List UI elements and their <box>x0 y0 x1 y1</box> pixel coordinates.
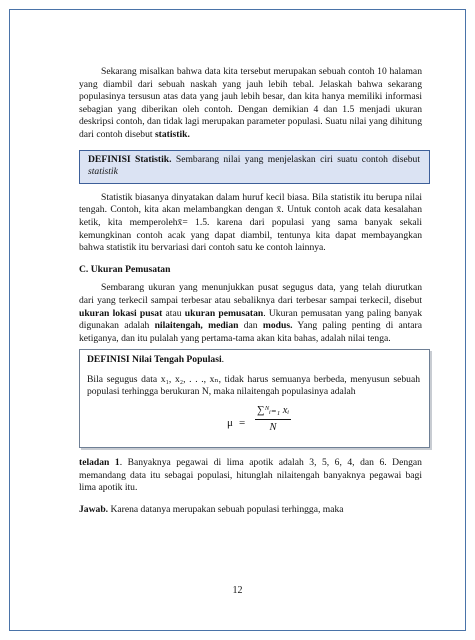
paragraph-1-bold: statistik. <box>154 128 190 140</box>
page-number: 12 <box>232 585 243 596</box>
p3-b1: ukuran lokasi pusat <box>79 307 163 319</box>
paragraph-1 <box>79 66 422 142</box>
section-heading-c: C. Ukuran Pemusatan <box>79 263 171 275</box>
definition-nilai-tengah-box <box>79 349 430 448</box>
p3-t2: atau <box>165 307 182 319</box>
paragraph-3 <box>79 282 422 345</box>
formula-denominator: N <box>269 421 277 433</box>
answer-paragraph <box>79 504 422 517</box>
formula-equals: = <box>239 417 246 430</box>
p3-t3: . Ukuran pemusatan yang paling banyak digunakan adalah <box>79 307 422 332</box>
paragraph-2: Statistik biasanya dinyatakan dalam huruf kecil biasa. Bila statistik itu berupa nilai tengah. Contoh, kita akan melambangkan dengan x̄. Untuk contoh acak data kesalahan ketik, kita memperolehx̄= 1.5. karena dari populasi yang sama banyak sekali kemungkinan contoh acak yang dapat diambil, tentunya kita dapat membayangkan bahwa statistik itu bervariasi dari contoh satu ke contoh lainnya. <box>79 191 422 254</box>
answer-text: Karena datanya merupakan sebuah populasi terhingga, maka <box>110 503 344 515</box>
definition-italic: statistik <box>88 166 118 178</box>
formula-mu: μ <box>227 417 233 430</box>
example-text: . Banyaknya pegawai di lima apotik adalah 3, 5, 6, 4, dan 6. Dengan memandang data itu sebagai populasi, hitunglah nilaitengah banyaknya pegawai bagi lima apotik itu. <box>79 457 422 494</box>
p3-b3: nilaitengah, median <box>154 320 239 332</box>
p3-t1: Sembarang ukuran yang menunjukkan pusat segugus data, yang telah diurutkan dari yang terkecil sampai terbesar atau sebaliknya dari terbesar sampai terkecil, disebut <box>79 282 422 306</box>
formula-fraction <box>255 405 291 434</box>
example-paragraph <box>79 457 422 495</box>
p3-b4: modus. <box>262 320 293 332</box>
p3-t4: dan <box>243 320 258 332</box>
mean-formula <box>87 403 420 441</box>
p3-b2: ukuran pemusatan <box>184 307 264 319</box>
definition-text: Sembarang nilai yang menjelaskan ciri suatu contoh disebut <box>175 153 420 165</box>
page-content <box>79 66 422 516</box>
definition-2-title-end: . <box>221 354 225 366</box>
p3-t5: Yang paling penting di antara ketiganya, dan itu pulalah yang pertama-tama akan kita bahas, adalah nilai tenga. <box>79 320 422 344</box>
answer-label: Jawab. <box>79 503 109 515</box>
definition-2-text: Bila segugus data x₁, x₂, . . ., xₙ, tidak harus semuanya berbeda, menyusun sebuah populasi terhingga berukuran N, maka nilaitengah populasinya adalah <box>87 373 420 398</box>
paragraph-1-text: Sekarang misalkan bahwa data kita tersebut merupakan sebuah contoh 10 halaman yang diambil dari sebuah naskah yang jauh lebih tebal. Jelaskah bahwa sekarang populasinya tersusun atas data yang jauh lebih besar, dan kita hanya memiliki informasi sebagian yang diberikan oleh contoh. Dengan demikian 4 dan 1.5 menjadi ukuran deskripsi contoh, dan tidak lagi merupakan parameter populasi. Suatu nilai yang dihitung dari contoh disebut <box>79 66 422 140</box>
definition-title: DEFINISI Statistik. <box>88 153 172 165</box>
formula-numerator: ∑ᴺᵢ₌₁ xᵢ <box>255 405 291 420</box>
definition-2-title: DEFINISI Nilai Tengah Populasi <box>87 354 222 366</box>
definition-statistik-box <box>79 150 430 184</box>
example-label: teladan 1 <box>79 457 120 469</box>
